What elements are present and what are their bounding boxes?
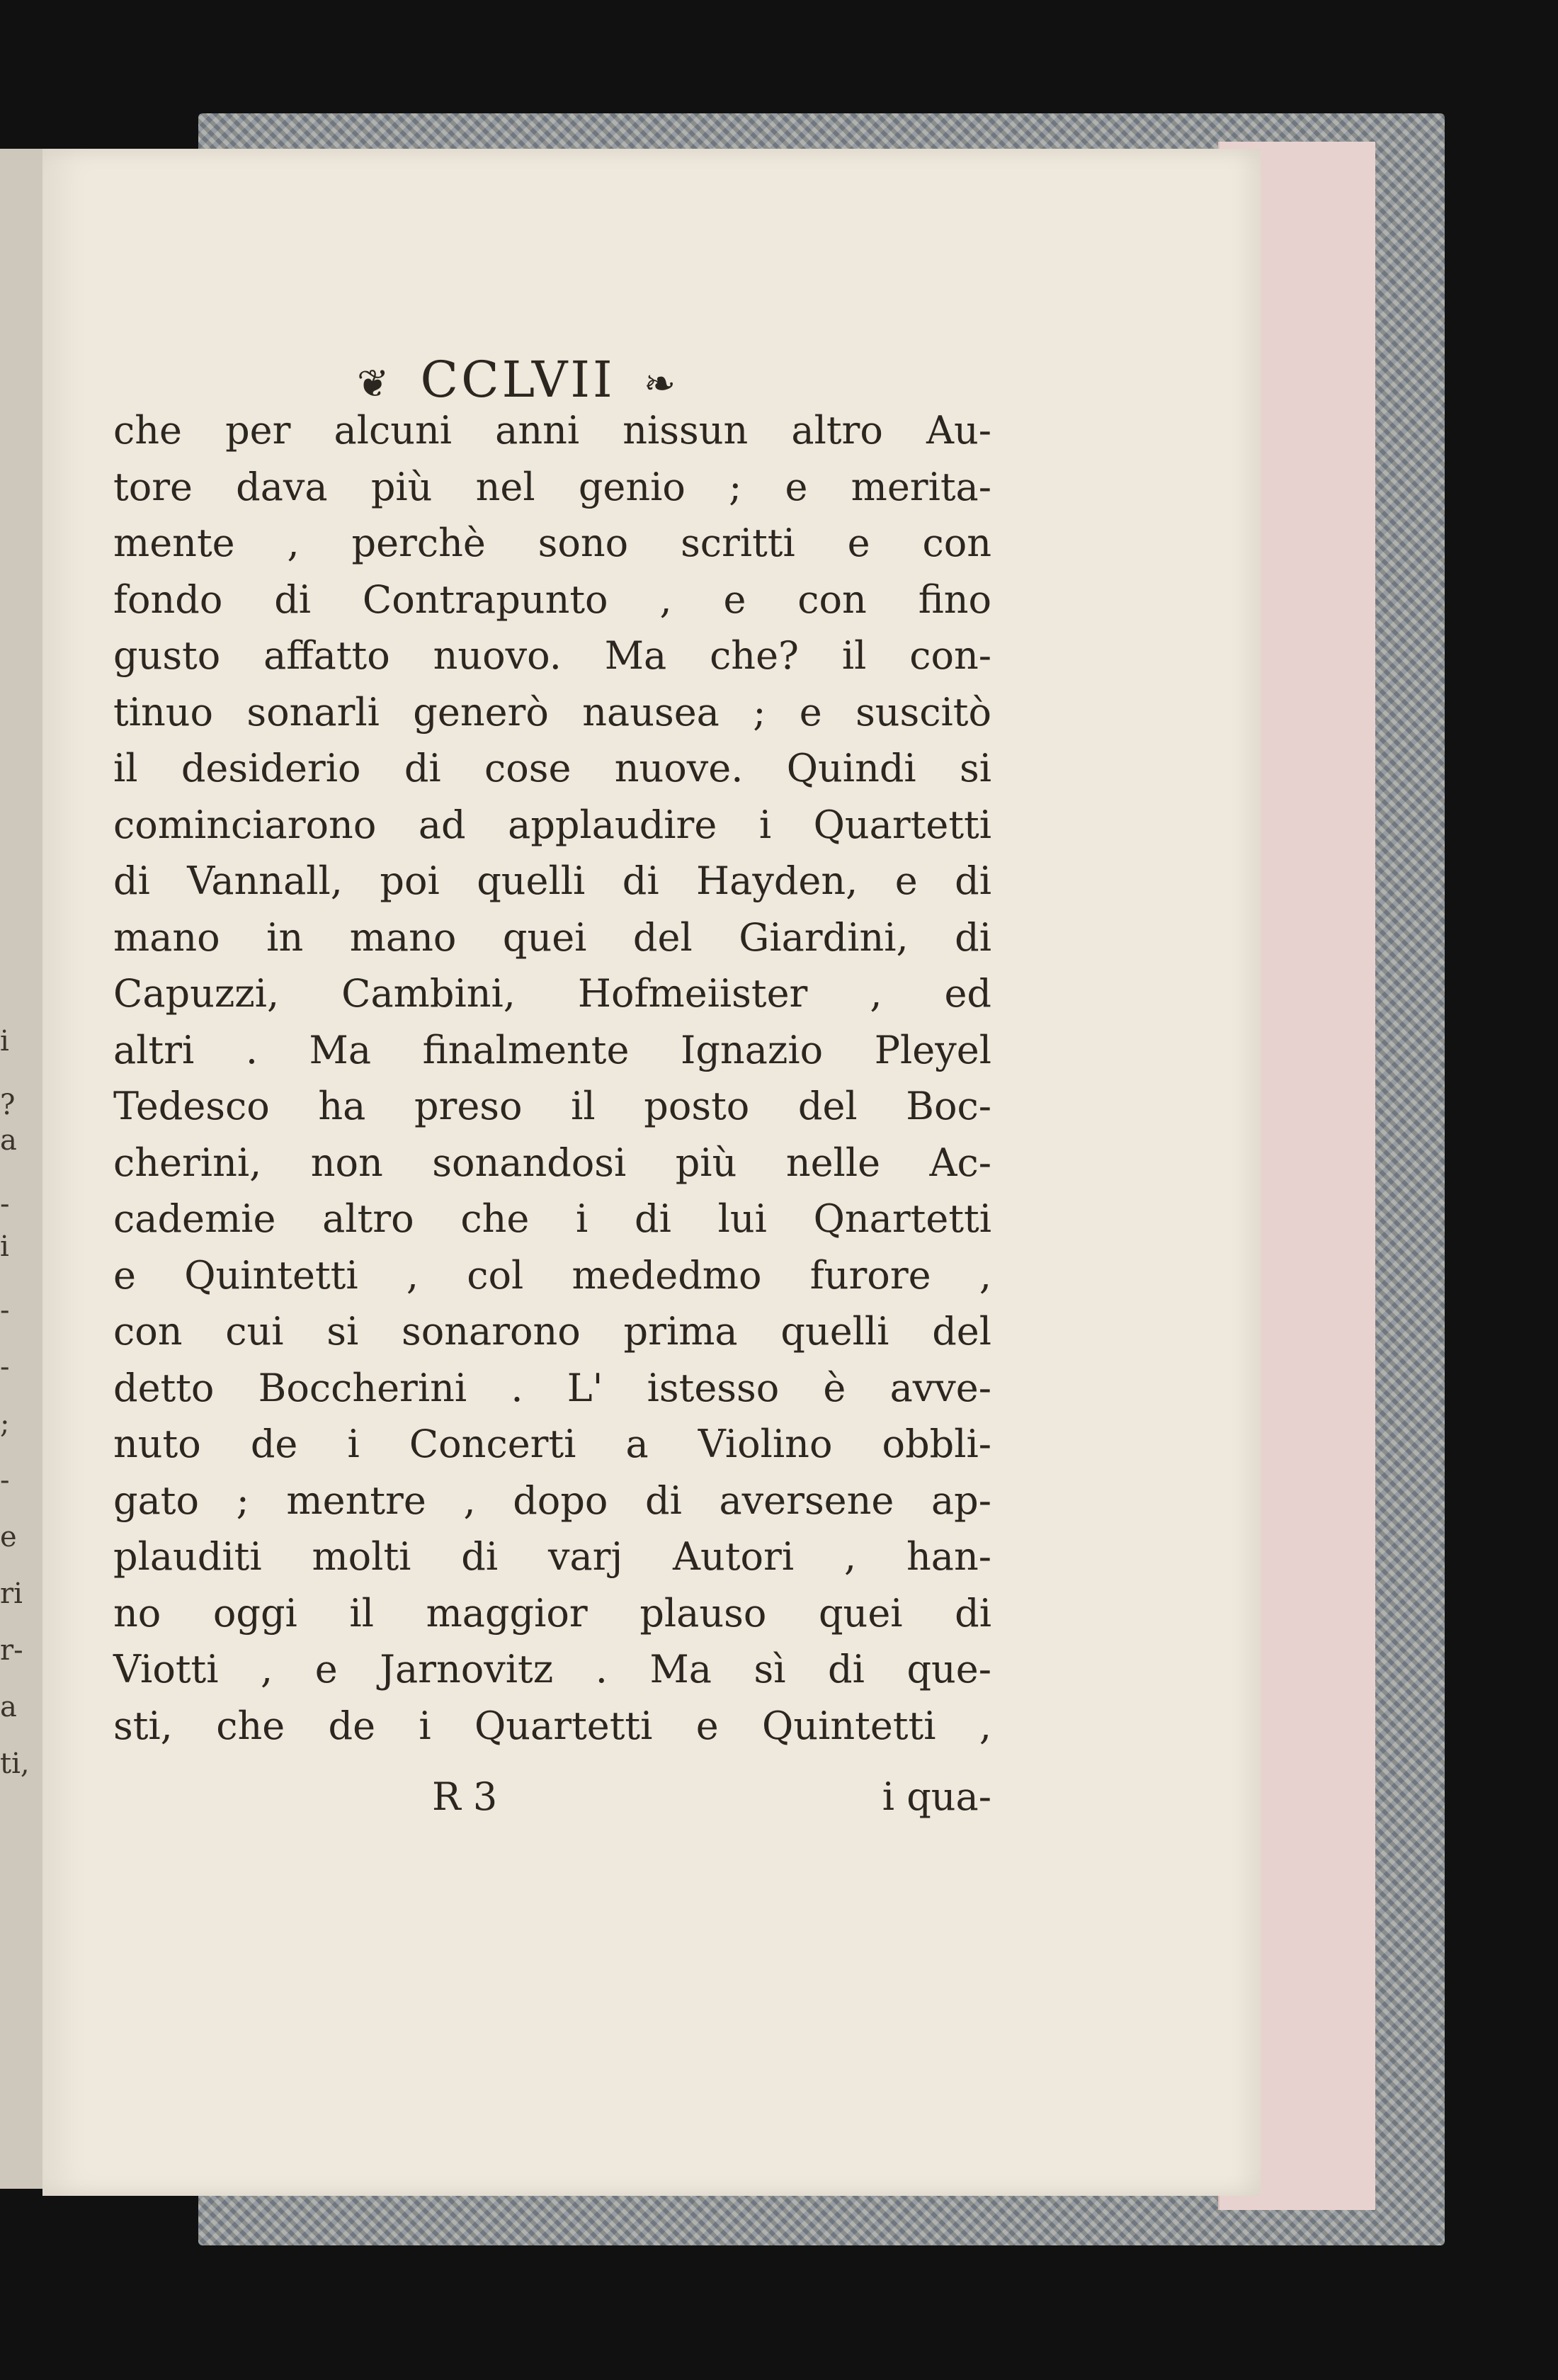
signature-mark: R 3 xyxy=(432,1774,498,1819)
catchword: i qua- xyxy=(882,1774,991,1819)
left-fragment: ri xyxy=(0,1577,23,1610)
left-fragment: a xyxy=(0,1691,17,1723)
text-line: Tedesco ha preso il posto del Boc- xyxy=(113,1084,991,1128)
page-number-roman: CCLVII xyxy=(420,351,615,409)
left-fragment: - xyxy=(0,1294,10,1327)
left-fragment: - xyxy=(0,1188,10,1220)
text-line: di Vannall, poi quelli di Hayden, e di xyxy=(113,858,991,903)
left-fragment: - xyxy=(0,1464,10,1497)
left-fragment: a xyxy=(0,1124,17,1157)
text-line: plauditi molti di varj Autori , han- xyxy=(113,1534,991,1579)
facing-page-edge xyxy=(0,149,42,2189)
text-line: cherini, non sonandosi più nelle Ac- xyxy=(113,1140,991,1185)
left-fragment: ti, xyxy=(0,1747,30,1780)
left-fragment: e xyxy=(0,1521,17,1553)
ornament-left-icon: ❦ xyxy=(357,361,392,406)
left-fragment: ? xyxy=(0,1089,16,1121)
text-line: nuto de i Concerti a Violino obbli- xyxy=(113,1422,991,1466)
text-line: e Quintetti , col mededmo furore , xyxy=(113,1252,991,1298)
page-body-text xyxy=(113,402,991,1754)
text-line: che per alcuni anni nissun altro Au- xyxy=(113,408,991,453)
left-fragment: ; xyxy=(0,1407,10,1440)
page-header xyxy=(347,351,688,409)
text-line: gusto affatto nuovo. Ma che? il con- xyxy=(113,633,991,678)
text-line: con cui si sonarono prima quelli del xyxy=(113,1309,991,1354)
left-fragment: i xyxy=(0,1025,9,1058)
page-footer xyxy=(113,1774,991,1831)
text-line: no oggi il maggior plauso quei di xyxy=(113,1590,991,1636)
text-line: cominciarono ad applaudire i Quartetti xyxy=(113,802,991,847)
ornament-right-icon: ❧ xyxy=(643,361,679,406)
text-line: mano in mano quei del Giardini, di xyxy=(113,914,991,960)
text-line: Capuzzi, Cambini, Hofmeiister , ed xyxy=(113,971,991,1016)
text-line: sti, che de i Quartetti e Quintetti , xyxy=(113,1703,991,1748)
text-line: tore dava più nel genio ; e merita- xyxy=(113,464,991,509)
left-fragment: - xyxy=(0,1351,10,1383)
text-line: Viotti , e Jarnovitz . Ma sì di que- xyxy=(113,1647,991,1692)
left-fragment: r- xyxy=(0,1634,23,1667)
text-line: fondo di Contrapunto , e con fino xyxy=(113,577,991,622)
text-line: tinuo sonarli generò nausea ; e suscitò xyxy=(113,689,991,735)
text-line: altri . Ma finalmente Ignazio Pleyel xyxy=(113,1027,991,1072)
text-line: detto Boccherini . L' istesso è avve- xyxy=(113,1365,991,1410)
left-fragment: i xyxy=(0,1230,9,1263)
text-line: il desiderio di cose nuove. Quindi si xyxy=(113,746,991,790)
text-line: gato ; mentre , dopo di aversene ap- xyxy=(113,1478,991,1523)
text-line: cademie altro che i di lui Qnartetti xyxy=(113,1196,991,1241)
text-line: mente , perchè sono scritti e con xyxy=(113,521,991,565)
